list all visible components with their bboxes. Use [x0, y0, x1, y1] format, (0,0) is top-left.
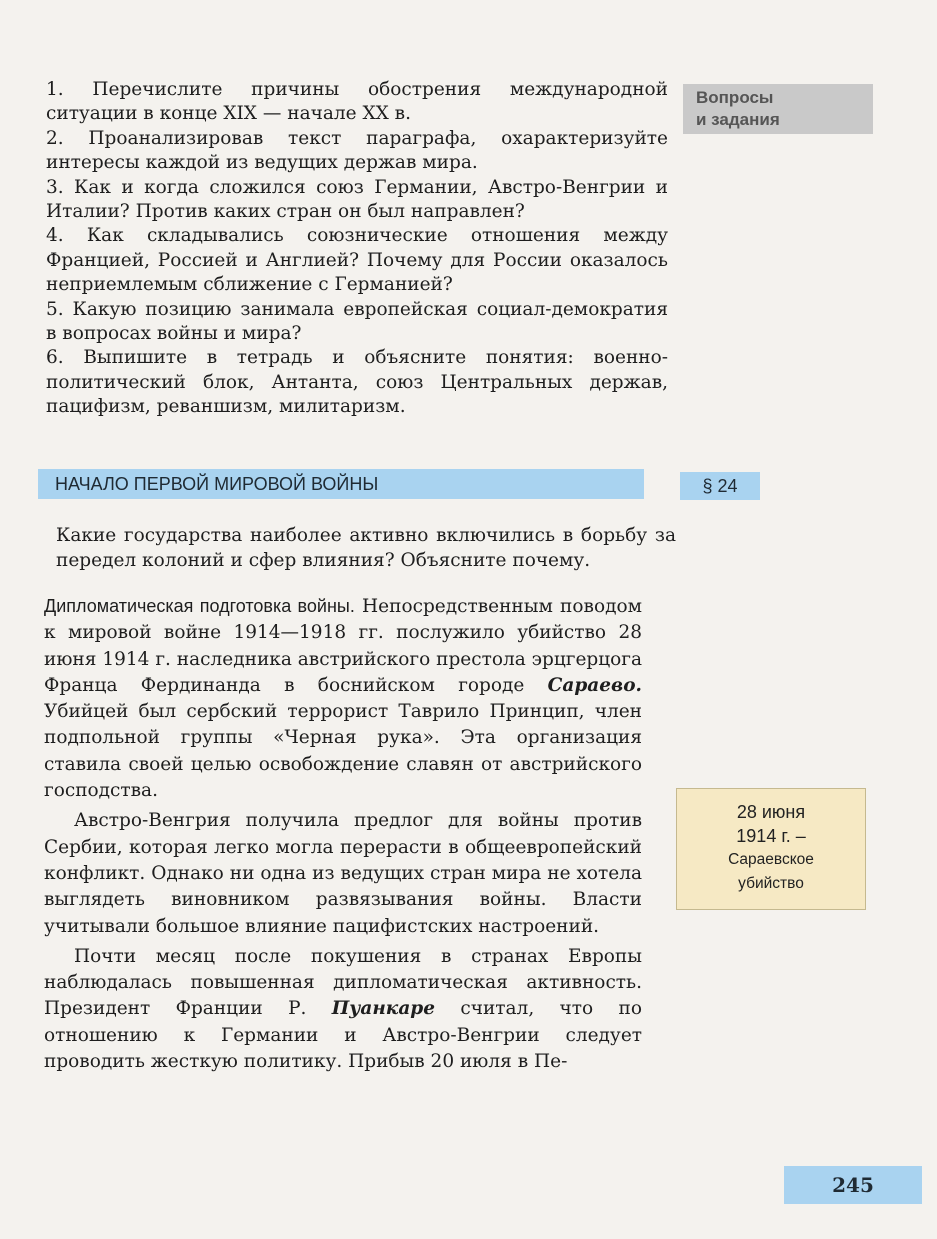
question-item: 6. Выпишите в тетрадь и объясните понятия: военно-политический блок, Антанта, союз Центральных держав, пацифизм, реваншизм, милитаризм. — [46, 347, 668, 418]
questions-sidebar-label — [683, 84, 873, 134]
question-item: 2. Проанализировав текст параграфа, охарактеризуйте интересы каждой из ведущих держав мира. — [46, 127, 668, 174]
question-item: 3. Как и когда сложился союз Германии, Австро-Венгрии и Италии? Против каких стран он был направлен? — [46, 176, 668, 223]
intro-question: Какие государства наиболее активно включились в борьбу за передел колоний и сфер влияния? Объясните почему. — [56, 525, 676, 571]
paragraph-1-text-a: Непосредственным поводом к мировой войне 1914—1918 гг. послужило убийство 28 июня 1914 г. наследника австрийского престола эрцгерцога Франца Фердинанда в боснийском городе — [44, 596, 642, 696]
date-note-event-line2: убийство — [738, 875, 804, 892]
page-number: 245 — [784, 1166, 922, 1204]
question-item: 4. Как складывались союзнические отношения между Францией, Россией и Англией? Почему для России оказалось неприемлемым сближение с Германией? — [46, 225, 668, 296]
sidebar-label-line1: Вопросы — [696, 88, 774, 107]
chapter-title: НАЧАЛО ПЕРВОЙ МИРОВОЙ ВОЙНЫ — [38, 469, 644, 499]
date-note-date: 28 июня — [736, 802, 806, 822]
paragraph-1 — [44, 593, 642, 804]
paragraph-1-text-b: Убийцей был сербский террорист Таврило Принцип, член подпольной группы «Черная рука». Эта организация ставила своей целью освобождение славян от австрийского господства. — [44, 701, 642, 802]
paragraph-3-text-a: Почти месяц после покушения в странах Европы наблюдалась повышенная дипломатическая активность. Президент Франции Р. — [44, 945, 642, 1020]
paragraph-number: § 24 — [680, 472, 760, 500]
date-note-event-line1: Сараевское — [728, 851, 814, 868]
term-poincare: Пуанкаре — [331, 998, 436, 1020]
date-note — [676, 788, 866, 910]
section-subheading: Дипломатическая подготовка войны. — [44, 596, 355, 616]
sidebar-label-line2: и задания — [696, 110, 780, 129]
question-item: 1. Перечислите причины обострения международной ситуации в конце XIX — начале XX в. — [46, 79, 668, 125]
paragraph-3-text-b: считал, что по отношению к Германии и Австро-Венгрии следует проводить жесткую политику. Прибыв 20 июля в Пе- — [44, 998, 642, 1073]
review-questions — [46, 78, 668, 420]
question-item: 5. Какую позицию занимала европейская социал-демократия в вопросах войны и мира? — [46, 298, 668, 345]
date-note-year: 1914 г. – — [736, 826, 806, 846]
paragraph-3 — [44, 944, 642, 1075]
paragraph-2: Австро-Венгрия получила предлог для войны против Сербии, которая легко могла перерасти в общеевропейский конфликт. Однако ни одна из ведущих стран мира не хотела выглядеть виновником развязывания войны. Власти учитывали большое влияние пацифистских настроений. — [44, 810, 642, 937]
body-text — [44, 593, 642, 1075]
term-sarajevo: Сараево. — [547, 674, 642, 696]
